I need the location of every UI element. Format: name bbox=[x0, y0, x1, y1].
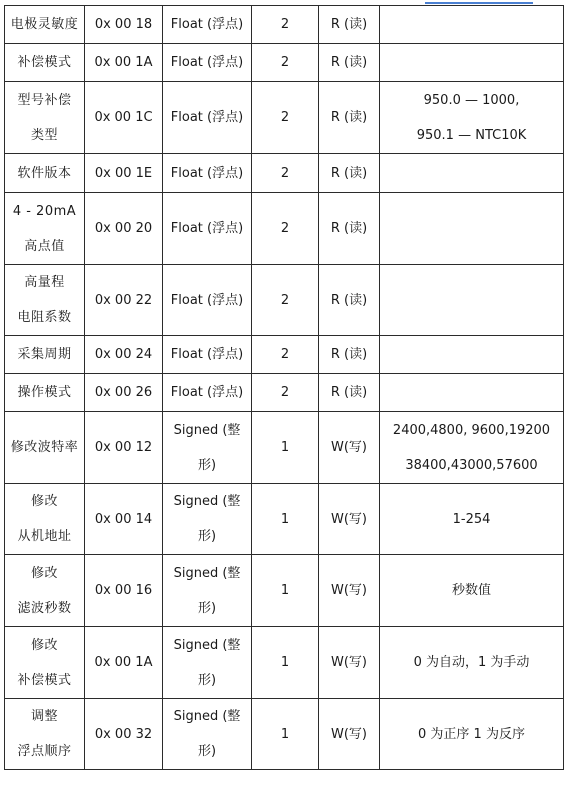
register-access: R (读) bbox=[330, 55, 368, 70]
address-cell bbox=[85, 82, 163, 154]
length-cell bbox=[252, 412, 319, 484]
table-row bbox=[5, 699, 564, 770]
register-address: 0x 00 26 bbox=[94, 385, 153, 400]
datatype-cell bbox=[163, 699, 252, 770]
register-address: 0x 00 14 bbox=[94, 511, 153, 527]
register-datatype: Float (浮点) bbox=[170, 347, 244, 362]
register-address: 0x 00 32 bbox=[94, 726, 153, 742]
table-row bbox=[5, 265, 564, 336]
register-access: R (读) bbox=[330, 385, 368, 400]
register-name-cell bbox=[5, 44, 85, 82]
register-access: W(写) bbox=[331, 583, 367, 598]
register-name: 4 - 20mA 高点值 bbox=[12, 203, 77, 254]
register-name: 调整 浮点顺序 bbox=[17, 709, 72, 759]
register-access: R (读) bbox=[330, 165, 368, 181]
register-name: 修改 从机地址 bbox=[17, 494, 72, 544]
note-cell bbox=[380, 555, 564, 627]
address-cell bbox=[85, 699, 163, 770]
register-datatype: Float (浮点) bbox=[170, 385, 244, 400]
address-cell bbox=[85, 44, 163, 82]
register-datatype: Float (浮点) bbox=[170, 292, 244, 308]
register-length: 2 bbox=[280, 165, 290, 181]
length-cell bbox=[252, 555, 319, 627]
register-note: 0 为自动，1 为手动 bbox=[413, 655, 530, 670]
access-cell bbox=[319, 699, 380, 770]
register-access: W(写) bbox=[331, 655, 367, 670]
length-cell bbox=[252, 336, 319, 374]
note-cell bbox=[380, 265, 564, 336]
table-row bbox=[5, 44, 564, 82]
note-cell bbox=[380, 6, 564, 44]
register-note: 秒数值 bbox=[451, 583, 491, 598]
address-cell bbox=[85, 555, 163, 627]
register-address: 0x 00 20 bbox=[94, 221, 153, 236]
register-address: 0x 00 22 bbox=[94, 292, 153, 308]
register-name-cell bbox=[5, 154, 85, 193]
access-cell bbox=[319, 412, 380, 484]
access-cell bbox=[319, 44, 380, 82]
table-row bbox=[5, 412, 564, 484]
register-note: 0 为正序 1 为反序 bbox=[418, 726, 525, 742]
register-datatype: Float (浮点) bbox=[170, 221, 244, 236]
register-name-cell bbox=[5, 627, 85, 699]
note-cell bbox=[380, 44, 564, 82]
access-cell bbox=[319, 265, 380, 336]
datatype-cell bbox=[163, 44, 252, 82]
table-row bbox=[5, 627, 564, 699]
register-name-cell bbox=[5, 82, 85, 154]
length-cell bbox=[252, 627, 319, 699]
register-length: 2 bbox=[280, 55, 290, 70]
access-cell bbox=[319, 154, 380, 193]
table-row bbox=[5, 336, 564, 374]
length-cell bbox=[252, 154, 319, 193]
register-access: R (读) bbox=[330, 292, 368, 308]
address-cell bbox=[85, 412, 163, 484]
register-datatype: Float (浮点) bbox=[170, 165, 244, 181]
note-cell bbox=[380, 336, 564, 374]
register-access: R (读) bbox=[330, 347, 368, 362]
register-name-cell bbox=[5, 193, 85, 265]
note-cell bbox=[380, 699, 564, 770]
register-name: 修改 补偿模式 bbox=[17, 637, 72, 688]
table-row bbox=[5, 484, 564, 555]
register-datatype: Signed (整 形) bbox=[173, 637, 241, 688]
register-length: 2 bbox=[280, 221, 290, 236]
datatype-cell bbox=[163, 82, 252, 154]
register-name: 修改波特率 bbox=[10, 440, 79, 455]
note-cell bbox=[380, 82, 564, 154]
datatype-cell bbox=[163, 484, 252, 555]
register-datatype: Signed (整 形) bbox=[173, 709, 241, 759]
register-length: 1 bbox=[280, 440, 290, 455]
register-access: W(写) bbox=[331, 511, 367, 527]
access-cell bbox=[319, 484, 380, 555]
register-name-cell bbox=[5, 6, 85, 44]
register-length: 2 bbox=[280, 292, 290, 308]
register-length: 2 bbox=[280, 385, 290, 400]
register-length: 2 bbox=[280, 110, 290, 125]
datatype-cell bbox=[163, 627, 252, 699]
top-rule bbox=[425, 2, 533, 4]
register-name-cell bbox=[5, 265, 85, 336]
access-cell bbox=[319, 627, 380, 699]
register-name-cell bbox=[5, 336, 85, 374]
note-cell bbox=[380, 484, 564, 555]
table-row bbox=[5, 82, 564, 154]
datatype-cell bbox=[163, 374, 252, 412]
datatype-cell bbox=[163, 336, 252, 374]
address-cell bbox=[85, 374, 163, 412]
datatype-cell bbox=[163, 555, 252, 627]
register-datatype: Signed (整 形) bbox=[173, 565, 241, 616]
table-row bbox=[5, 154, 564, 193]
register-name-cell bbox=[5, 699, 85, 770]
register-name: 型号补偿 类型 bbox=[17, 92, 72, 143]
datatype-cell bbox=[163, 412, 252, 484]
register-datatype: Float (浮点) bbox=[170, 55, 244, 70]
register-name-cell bbox=[5, 484, 85, 555]
address-cell bbox=[85, 484, 163, 555]
datatype-cell bbox=[163, 6, 252, 44]
address-cell bbox=[85, 193, 163, 265]
register-access: R (读) bbox=[330, 221, 368, 236]
register-datatype: Float (浮点) bbox=[170, 110, 244, 125]
register-address: 0x 00 1A bbox=[94, 55, 153, 70]
register-address: 0x 00 1C bbox=[94, 110, 153, 125]
register-length: 1 bbox=[280, 655, 290, 670]
register-length: 2 bbox=[280, 347, 290, 362]
access-cell bbox=[319, 555, 380, 627]
address-cell bbox=[85, 154, 163, 193]
address-cell bbox=[85, 265, 163, 336]
access-cell bbox=[319, 193, 380, 265]
register-address: 0x 00 12 bbox=[94, 440, 153, 455]
register-name: 修改 滤波秒数 bbox=[17, 565, 72, 616]
register-datatype: Signed (整 形) bbox=[173, 422, 241, 473]
access-cell bbox=[319, 6, 380, 44]
access-cell bbox=[319, 336, 380, 374]
register-name-cell bbox=[5, 412, 85, 484]
register-name: 补偿模式 bbox=[17, 55, 72, 70]
address-cell bbox=[85, 336, 163, 374]
note-cell bbox=[380, 412, 564, 484]
table-row bbox=[5, 193, 564, 265]
register-name-cell bbox=[5, 555, 85, 627]
note-cell bbox=[380, 374, 564, 412]
length-cell bbox=[252, 193, 319, 265]
length-cell bbox=[252, 44, 319, 82]
table-row bbox=[5, 6, 564, 44]
note-cell bbox=[380, 627, 564, 699]
register-access: R (读) bbox=[330, 110, 368, 125]
register-datatype: Signed (整 形) bbox=[173, 494, 241, 544]
table-row bbox=[5, 555, 564, 627]
register-name: 采集周期 bbox=[17, 347, 72, 362]
register-note: 950.0 — 1000, 950.1 — NTC10K bbox=[416, 92, 527, 143]
length-cell bbox=[252, 265, 319, 336]
register-access: R (读) bbox=[330, 17, 368, 32]
register-address: 0x 00 24 bbox=[94, 347, 153, 362]
length-cell bbox=[252, 374, 319, 412]
register-datatype: Float (浮点) bbox=[170, 17, 244, 32]
register-name: 软件版本 bbox=[17, 165, 72, 181]
address-cell bbox=[85, 6, 163, 44]
register-length: 1 bbox=[280, 726, 290, 742]
register-table bbox=[4, 5, 564, 770]
register-name: 高量程 电阻系数 bbox=[17, 275, 72, 325]
datatype-cell bbox=[163, 265, 252, 336]
register-name: 电极灵敏度 bbox=[10, 17, 79, 32]
register-length: 1 bbox=[280, 583, 290, 598]
register-name: 操作模式 bbox=[17, 385, 72, 400]
register-length: 1 bbox=[280, 511, 290, 527]
datatype-cell bbox=[163, 154, 252, 193]
length-cell bbox=[252, 6, 319, 44]
register-length: 2 bbox=[280, 17, 290, 32]
table-row bbox=[5, 374, 564, 412]
address-cell bbox=[85, 627, 163, 699]
register-address: 0x 00 1E bbox=[94, 165, 153, 181]
register-address: 0x 00 18 bbox=[94, 17, 153, 32]
register-note: 1-254 bbox=[452, 511, 491, 527]
register-name-cell bbox=[5, 374, 85, 412]
access-cell bbox=[319, 374, 380, 412]
length-cell bbox=[252, 82, 319, 154]
register-access: W(写) bbox=[331, 440, 367, 455]
register-access: W(写) bbox=[331, 726, 367, 742]
note-cell bbox=[380, 193, 564, 265]
register-address: 0x 00 1A bbox=[94, 655, 153, 670]
length-cell bbox=[252, 699, 319, 770]
register-note: 2400,4800, 9600,19200 38400,43000,57600 bbox=[392, 422, 551, 473]
datatype-cell bbox=[163, 193, 252, 265]
register-address: 0x 00 16 bbox=[94, 583, 153, 598]
note-cell bbox=[380, 154, 564, 193]
access-cell bbox=[319, 82, 380, 154]
length-cell bbox=[252, 484, 319, 555]
